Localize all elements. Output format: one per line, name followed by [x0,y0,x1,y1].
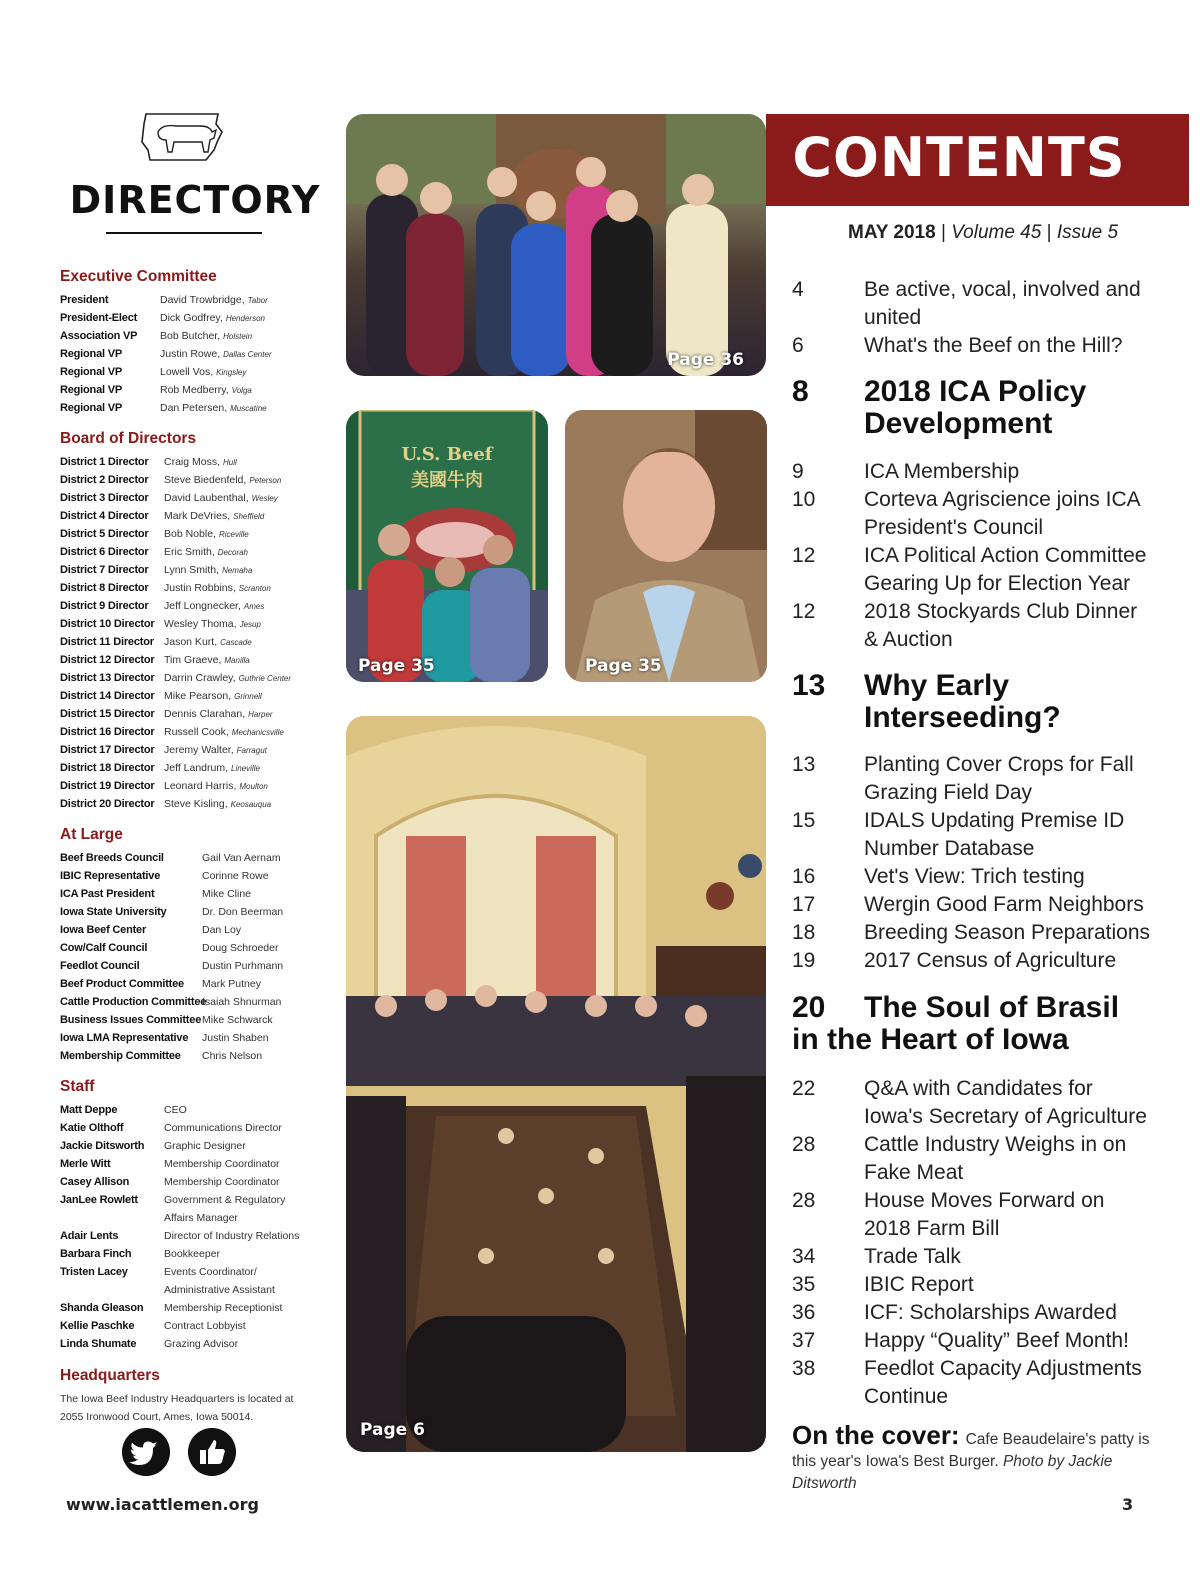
directory-row [60,525,320,543]
directory-name: Lowell Vos, [160,366,214,378]
toc-page: 16 [792,865,816,888]
toc-page: 9 [792,460,804,483]
photo-caption: Page 6 [360,1420,425,1440]
directory-row [60,363,320,381]
toc-page: 22 [792,1077,816,1100]
directory-row [60,543,320,561]
directory-name: Events Coordinator/ [164,1266,257,1278]
directory-row [60,939,320,957]
directory-role: Beef Product Committee [60,978,184,990]
directory-row [60,1227,320,1245]
directory-location: Nemaha [222,565,253,575]
group-photo-illustration [346,114,766,376]
board-of-directors-heading: Board of Directors [60,430,197,447]
directory-role: District 12 Director [60,654,155,666]
directory-role: District 20 Director [60,798,155,810]
issue-info [848,222,1118,244]
directory-name: Craig Moss, [164,456,221,468]
toc-page: 13 [792,669,826,702]
directory-role: District 17 Director [60,744,155,756]
toc-group-3 [792,751,1152,975]
directory-name: Eric Smith, [164,546,215,558]
directory-row [60,579,320,597]
toc-group-4 [792,1075,1152,1411]
toc-title: Trade Talk [864,1245,961,1268]
directory-role: President [60,294,109,306]
directory-row [60,1119,320,1137]
directory-row [60,1101,320,1119]
toc-page: 8 [792,375,809,408]
photo-caption: Page 36 [667,350,744,370]
directory-role: District 14 Director [60,690,155,702]
directory-row [60,507,320,525]
directory-name: Graphic Designer [164,1140,246,1152]
directory-location: Henderson [225,313,265,323]
directory-name: Jeff Longnecker, [164,600,241,612]
directory-location: Grinnell [234,691,262,701]
directory-name: Leonard Harris, [164,780,237,792]
toc-page: 19 [792,949,816,972]
toc-feature[interactable] [792,992,1152,1056]
iowa-cattle-logo-icon [140,110,224,166]
directory-name: Mike Cline [202,888,252,900]
toc-item[interactable] [792,458,1152,486]
directory-role: District 2 Director [60,474,149,486]
directory-name: CEO [164,1104,187,1116]
toc-page: 6 [792,334,804,357]
directory-role: Adair Lents [60,1230,119,1242]
directory-location: Peterson [249,475,282,485]
toc-group-1 [792,276,1152,360]
directory-row [60,669,320,687]
directory-name: David Trowbridge, [160,294,245,306]
directory-role: Regional VP [60,366,122,378]
directory-name: Administrative Assistant [164,1284,275,1296]
directory-role: Merle Witt [60,1158,111,1170]
directory-role: District 9 Director [60,600,149,612]
directory-name: Dick Godfrey, [160,312,223,324]
directory-divider [106,232,262,234]
photo-caption: Page 35 [585,656,662,676]
toc-item[interactable] [792,751,1152,807]
directory-role: Beef Breeds Council [60,852,164,864]
directory-location: Tabor [247,295,268,305]
contents-title: CONTENTS [792,126,1126,189]
directory-location: Decorah [217,547,249,557]
toc-page: 35 [792,1273,816,1296]
toc-title: The Soul of Brasil in the Heart of Iowa [792,991,1120,1056]
directory-row [60,327,320,345]
directory-name: Mark DeVries, [164,510,231,522]
directory-row [60,381,320,399]
toc-item[interactable] [792,1075,1152,1131]
directory-role: Regional VP [60,402,122,414]
directory-role: District 19 Director [60,780,155,792]
toc-page: 20 [792,991,826,1024]
directory-role: Katie Olthoff [60,1122,124,1134]
toc-title: Vet's View: Trich testing [864,865,1085,888]
toc-item[interactable] [792,598,1152,654]
website-url[interactable]: www.iacattlemen.org [66,1495,259,1514]
toc-feature[interactable] [792,376,1152,440]
toc-item[interactable] [792,891,1152,919]
directory-row [60,1335,320,1353]
directory-row [60,1047,320,1065]
toc-title: Why Early Interseeding? [864,669,1061,734]
directory-name: Corinne Rowe [202,870,269,882]
toc-title: House Moves Forward on 2018 Farm Bill [864,1189,1105,1240]
directory-location: Hull [223,457,237,467]
directory-role: District 3 Director [60,492,149,504]
us-beef-sign-text: U.S. Beef [401,444,493,465]
toc-page: 37 [792,1329,816,1352]
directory-name: Justin Shaben [202,1032,269,1044]
cover-credit: Photo by Jackie Ditsworth [792,1453,1113,1492]
board-of-directors [60,430,320,813]
directory-role: Regional VP [60,384,122,396]
directory-row [60,471,320,489]
directory-row [60,345,320,363]
toc-title: Corteva Agriscience joins ICA President's Council [864,488,1140,539]
directory-location: Moulton [239,781,268,791]
headquarters-heading: Headquarters [60,1367,160,1384]
directory-name: Jeremy Walter, [164,744,234,756]
toc-page: 12 [792,544,816,567]
directory-location: Mechanicsville [231,727,284,737]
directory-name: Isaiah Shnurman [202,996,282,1008]
directory-row [60,1011,320,1029]
toc-page: 38 [792,1357,816,1380]
directory-role: Association VP [60,330,138,342]
directory-name: Bob Noble, [164,528,216,540]
toc-item[interactable] [792,276,1152,332]
directory-name: Communications Director [164,1122,282,1134]
directory-location: Jesup [239,619,261,629]
toc-title: Q&A with Candidates for Iowa's Secretary of Agriculture [864,1077,1147,1128]
directory-row [60,615,320,633]
toc-page: 18 [792,921,816,944]
directory-role: District 1 Director [60,456,149,468]
directory-role: District 13 Director [60,672,155,684]
cover-text: Cafe Beaudelaire's patty is this year's Iowa's Best Burger. [792,1431,1150,1470]
directory-location: Guthrie Center [238,673,292,683]
directory-name: Jeff Landrum, [164,762,229,774]
directory-name: Affairs Manager [164,1212,238,1224]
directory-name: Gail Van Aernam [202,852,281,864]
portrait-photo [565,410,767,682]
toc-feature[interactable] [792,670,1152,734]
twitter-icon[interactable] [122,1428,170,1476]
directory-row [60,309,320,327]
directory-row [60,705,320,723]
directory-name: Jason Kurt, [164,636,218,648]
toc-title: Breeding Season Preparations [864,921,1151,944]
directory-location: Holstein [223,331,253,341]
toc-title: Happy “Quality” Beef Month! [864,1329,1129,1352]
issue-number: Issue 5 [1056,222,1119,243]
toc-item[interactable] [792,1299,1152,1327]
directory-role: JanLee Rowlett [60,1194,138,1206]
directory-row [60,651,320,669]
staff-heading: Staff [60,1078,95,1095]
us-beef-sign-chinese: 美國牛肉 [411,470,483,491]
directory-row [60,453,320,471]
directory-role: IBIC Representative [60,870,161,882]
toc-item[interactable] [792,947,1152,975]
toc-item[interactable] [792,919,1152,947]
directory-role: Regional VP [60,348,122,360]
directory-role: Linda Shumate [60,1338,137,1350]
directory-name: Director of Industry Relations [164,1230,300,1242]
directory-row [60,633,320,651]
directory-role: Feedlot Council [60,960,140,972]
directory-name: Rob Medberry, [160,384,229,396]
directory-role: Tristen Lacey [60,1266,128,1278]
directory-role: Shanda Gleason [60,1302,144,1314]
directory-name: Bookkeeper [164,1248,221,1260]
directory-location: Sheffield [233,511,265,521]
toc-title: What's the Beef on the Hill? [864,334,1123,357]
directory-name: Steve Kisling, [164,798,228,810]
directory-role: Matt Deppe [60,1104,118,1116]
photo-caption: Page 35 [358,656,435,676]
directory-name: Tim Graeve, [164,654,222,666]
directory-location: Volga [231,385,252,395]
toc-group-2 [792,458,1152,654]
page-number: 3 [1122,1495,1134,1514]
directory-role: Iowa LMA Representative [60,1032,189,1044]
directory-role: District 15 Director [60,708,155,720]
issue-volume: Volume 45 [951,222,1042,243]
directory-name: Dustin Purhmann [202,960,284,972]
directory-name: Dan Petersen, [160,402,228,414]
directory-row [60,975,320,993]
directory-name: Membership Coordinator [164,1176,280,1188]
directory-role: Cow/Calf Council [60,942,148,954]
issue-separator: | [1041,222,1057,243]
executive-committee-heading: Executive Committee [60,268,217,285]
directory-role: Casey Allison [60,1176,130,1188]
directory-location: Manilla [224,655,250,665]
directory-row [60,795,320,813]
directory-row [60,777,320,795]
toc-item[interactable] [792,332,1152,360]
directory-location: Wesley [251,493,278,503]
directory-row [60,399,320,417]
directory-location: Scranton [238,583,271,593]
directory-role: Iowa State University [60,906,167,918]
at-large [60,826,320,1065]
directory-role: District 11 Director [60,636,154,648]
toc-title: ICA Political Action Committee Gearing Up for Election Year [864,544,1147,595]
toc-item[interactable] [792,1187,1152,1243]
toc-page: 4 [792,278,804,301]
toc-title: Wergin Good Farm Neighbors [864,893,1144,916]
headquarters-address: The Iowa Beef Industry Headquarters is located at 2055 Ironwood Court, Ames, Iowa 50014. [60,1393,294,1423]
directory-role: Cattle Production Committee [60,996,207,1008]
directory-name: Russell Cook, [164,726,229,738]
directory-role: District 4 Director [60,510,149,522]
directory-row [60,1155,320,1173]
directory-name: Contract Lobbyist [164,1320,246,1332]
toc-title: IBIC Report [864,1273,974,1296]
toc-item[interactable] [792,542,1152,598]
meeting-room-photo [346,716,766,1452]
directory-row [60,1245,320,1263]
directory-name: Grazing Advisor [164,1338,239,1350]
toc-title: 2018 Stockyards Club Dinner & Auction [864,600,1138,651]
directory-name: Doug Schroeder [202,942,279,954]
directory-row [60,1191,320,1209]
directory-row [60,957,320,975]
directory-location: Harper [248,709,273,719]
toc-page: 36 [792,1301,816,1324]
directory-name: Mike Pearson, [164,690,232,702]
directory-row [60,291,320,309]
directory-row [60,759,320,777]
directory-row [60,885,320,903]
directory-name: Justin Rowe, [160,348,221,360]
directory-row [60,1281,320,1299]
directory-name: Wesley Thoma, [164,618,237,630]
directory-row [60,1263,320,1281]
directory-name: Dr. Don Beerman [202,906,284,918]
directory-name: Bob Butcher, [160,330,221,342]
toc-title: Be active, vocal, involved and united [864,278,1141,329]
toc-title: 2017 Census of Agriculture [864,949,1117,972]
directory-name: Steve Biedenfeld, [164,474,247,486]
directory-role: District 18 Director [60,762,155,774]
executive-committee [60,268,320,417]
portrait-illustration [565,410,767,682]
directory-row [60,561,320,579]
toc-item[interactable] [792,1327,1152,1355]
directory-name: David Laubenthal, [164,492,249,504]
staff [60,1078,320,1353]
directory-role: District 16 Director [60,726,155,738]
directory-row [60,687,320,705]
toc-page: 13 [792,753,816,776]
toc-title: Cattle Industry Weighs in on Fake Meat [864,1133,1127,1184]
directory-row [60,903,320,921]
directory-role: Kellie Paschke [60,1320,135,1332]
directory-location: Farragut [236,745,267,755]
directory-location: Ames [243,601,265,611]
at-large-heading: At Large [60,826,123,843]
facebook-like-icon[interactable] [188,1428,236,1476]
toc-title: IDALS Updating Premise ID Number Database [864,809,1125,860]
toc-title: 2018 ICA Policy Development [864,375,1087,440]
directory-name: Dennis Clarahan, [164,708,246,720]
toc-item[interactable] [792,1355,1152,1411]
directory-location: Dallas Center [223,349,272,359]
toc-title: ICF: Scholarships Awarded [864,1301,1117,1324]
cover-note [792,1420,1162,1495]
directory-name: Lynn Smith, [164,564,220,576]
directory-row [60,1209,320,1227]
toc-page: 10 [792,488,816,511]
directory-role: Business Issues Committee [60,1014,202,1026]
directory-role: District 7 Director [60,564,149,576]
directory-row [60,1299,320,1317]
directory-name: Mark Putney [202,978,261,990]
cover-lead: On the cover: [792,1420,960,1450]
us-beef-photo [346,410,548,682]
directory-role: ICA Past President [60,888,155,900]
meeting-room-illustration [346,716,766,1452]
directory-role: Iowa Beef Center [60,924,147,936]
issue-month: MAY 2018 [848,222,936,243]
directory-name: Government & Regulatory [164,1194,286,1206]
directory-row [60,1137,320,1155]
directory-name: Chris Nelson [202,1050,263,1062]
directory-row [60,867,320,885]
directory-role: District 5 Director [60,528,149,540]
toc-title: Feedlot Capacity Adjustments Continue [864,1357,1142,1408]
toc-item[interactable] [792,863,1152,891]
toc-item[interactable] [792,1271,1152,1299]
directory-row [60,921,320,939]
directory-row [60,993,320,1011]
directory-location: Muscatine [230,403,267,413]
directory-row [60,1317,320,1335]
directory-name: Membership Receptionist [164,1302,283,1314]
toc-page: 34 [792,1245,816,1268]
directory-location: Cascade [220,637,252,647]
directory-title: DIRECTORY [69,178,321,222]
toc-page: 17 [792,893,816,916]
directory-row [60,489,320,507]
directory-row [60,849,320,867]
directory-role: Barbara Finch [60,1248,132,1260]
directory-name: Darrin Crawley, [164,672,236,684]
group-photo-page-36 [346,114,766,376]
directory-name: Justin Robbins, [164,582,236,594]
toc-page: 28 [792,1189,816,1212]
toc-item[interactable] [792,1131,1152,1187]
directory-name: Dan Loy [202,924,242,936]
toc-item[interactable] [792,1243,1152,1271]
toc-page: 12 [792,600,816,623]
directory-location: Keosauqua [230,799,272,809]
directory-role: Membership Committee [60,1050,181,1062]
toc-item[interactable] [792,486,1152,542]
directory-row [60,741,320,759]
directory-row [60,723,320,741]
headquarters [60,1367,320,1426]
toc-title: ICA Membership [864,460,1020,483]
toc-page: 15 [792,809,816,832]
directory-location: Riceville [218,529,249,539]
toc-page: 28 [792,1133,816,1156]
directory-location: Kingsley [216,367,247,377]
directory-row [60,1029,320,1047]
directory-row [60,597,320,615]
directory-role: District 10 Director [60,618,155,630]
toc-item[interactable] [792,807,1152,863]
directory-role: District 6 Director [60,546,149,558]
directory-location: Lineville [231,763,260,773]
toc-title: Planting Cover Crops for Fall Grazing Field Day [864,753,1134,804]
issue-separator: | [935,222,952,243]
directory-role: District 8 Director [60,582,149,594]
directory-name: Membership Coordinator [164,1158,280,1170]
directory-role: Jackie Ditsworth [60,1140,145,1152]
directory-name: Mike Schwarck [202,1014,273,1026]
directory-row [60,1173,320,1191]
directory-role: President-Elect [60,312,138,324]
